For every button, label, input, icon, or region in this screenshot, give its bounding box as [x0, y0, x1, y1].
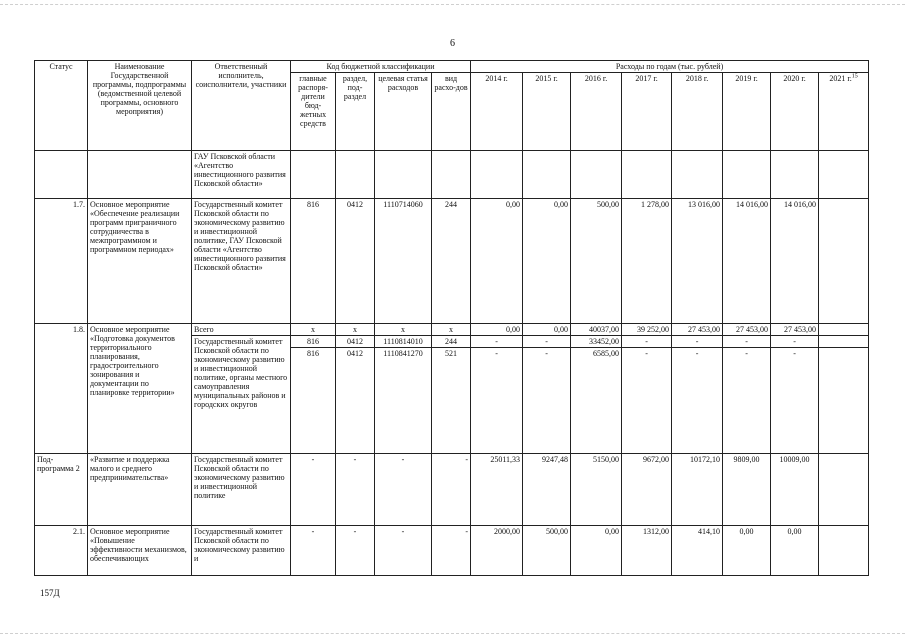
header-status: Статус — [35, 61, 88, 151]
cell-value-2015: 9247,48 — [523, 454, 571, 526]
cell-value-2017: - — [622, 336, 672, 348]
cell-value — [723, 151, 771, 199]
header-year-2015: 2015 г. — [523, 73, 571, 151]
cell-responsible: ГАУ Псковской области «Агентство инвестиционного развития Псковской области» — [192, 151, 291, 199]
header-year-2021-label: 2021 г. — [829, 74, 852, 83]
cell-responsible: Государственный комитет Псковской области по экономическому развитию и — [192, 526, 291, 576]
cell-code-gr: - — [291, 526, 336, 576]
header-year-2020: 2020 г. — [771, 73, 819, 151]
cell-name: Основное мероприятие «Подготовка документов территориального планирования, градостроительного зонирования и документации по планировке территории» — [88, 324, 192, 454]
cell-value — [523, 151, 571, 199]
header-year-2016: 2016 г. — [571, 73, 622, 151]
cell-code-statya: x — [375, 324, 432, 336]
cell-code-statya: - — [375, 526, 432, 576]
cell-value-2016: 40037,00 — [571, 324, 622, 336]
cell-value-2019: 14 016,00 — [723, 199, 771, 324]
cell-value-2018: 414,10 — [672, 526, 723, 576]
cell-code-gr: 816 — [291, 199, 336, 324]
cell-status: Под-программа 2 — [35, 454, 88, 526]
cell-value — [571, 151, 622, 199]
cell-value-2019: - — [723, 336, 771, 348]
cell-code-razdel: 0412 — [336, 348, 375, 454]
cell-code-vid: - — [432, 454, 471, 526]
table-row-continuation — [35, 151, 869, 199]
cell-code-gr: 816 — [291, 348, 336, 454]
cell-value-2016: 0,00 — [571, 526, 622, 576]
cell-value-2020: 10009,00 — [771, 454, 819, 526]
cell-value-2020: - — [771, 348, 819, 454]
cell-value-2020: 0,00 — [771, 526, 819, 576]
cell-code-vid: 521 — [432, 348, 471, 454]
cell-responsible: Государственный комитет Псковской области по экономическому развитию и инвестиционной политике, органы местного самоуправления муниципальных районов и городских округов — [192, 336, 291, 454]
header-code-gr: главные распоря-дители бюд-жетных средств — [291, 73, 336, 151]
cell-value-2018: 13 016,00 — [672, 199, 723, 324]
cell-value-2018: - — [672, 336, 723, 348]
header-code-vid: вид расхо-дов — [432, 73, 471, 151]
cell-code — [336, 151, 375, 199]
cell-name — [88, 151, 192, 199]
cell-code-statya: - — [375, 454, 432, 526]
cell-value-2016: 5150,00 — [571, 454, 622, 526]
cell-value — [622, 151, 672, 199]
cell-value-2018: 27 453,00 — [672, 324, 723, 336]
cell-value-2014: 0,00 — [471, 324, 523, 336]
table-row-subprogram-2 — [35, 454, 869, 526]
cell-value — [471, 151, 523, 199]
header-year-2021 — [819, 73, 869, 151]
scan-edge-top — [0, 4, 905, 5]
cell-code — [291, 151, 336, 199]
cell-value-2017: 1 278,00 — [622, 199, 672, 324]
cell-status: 1.7. — [35, 199, 88, 324]
header-row-1 — [35, 61, 869, 73]
cell-code-razdel: x — [336, 324, 375, 336]
cell-value-2021 — [819, 348, 869, 454]
cell-value-2021 — [819, 336, 869, 348]
cell-value-2020: 27 453,00 — [771, 324, 819, 336]
cell-value-2021 — [819, 199, 869, 324]
cell-responsible: Государственный комитет Псковской области по экономическому развитию и инвестиционной политике — [192, 454, 291, 526]
header-year-2014: 2014 г. — [471, 73, 523, 151]
header-year-2019: 2019 г. — [723, 73, 771, 151]
table-row-2-1 — [35, 526, 869, 576]
cell-value — [672, 151, 723, 199]
cell-value-2021 — [819, 324, 869, 336]
cell-code-vid: - — [432, 526, 471, 576]
cell-value-2019: 9809,00 — [723, 454, 771, 526]
cell-value-2015: - — [523, 336, 571, 348]
budget-table — [34, 60, 869, 576]
cell-value-2015: 0,00 — [523, 199, 571, 324]
cell-code-razdel: - — [336, 526, 375, 576]
cell-value-2021 — [819, 454, 869, 526]
header-expenses-group: Расходы по годам (тыс. рублей) — [471, 61, 869, 73]
cell-status — [35, 151, 88, 199]
cell-value-2021 — [819, 526, 869, 576]
cell-code-vid: 244 — [432, 336, 471, 348]
cell-code-statya: 1110841270 — [375, 348, 432, 454]
cell-code-gr: - — [291, 454, 336, 526]
cell-value-2019: 27 453,00 — [723, 324, 771, 336]
scan-edge-bottom — [0, 633, 905, 634]
cell-value-2014: 0,00 — [471, 199, 523, 324]
cell-name: «Развитие и поддержка малого и среднего предпринимательства» — [88, 454, 192, 526]
cell-value-2019: 0,00 — [723, 526, 771, 576]
cell-total-label: Всего — [192, 324, 291, 336]
cell-value-2017: - — [622, 348, 672, 454]
cell-value-2017: 39 252,00 — [622, 324, 672, 336]
cell-value-2015: - — [523, 348, 571, 454]
header-year-2017: 2017 г. — [622, 73, 672, 151]
cell-name: Основное мероприятие «Повышение эффективности механизмов, обеспечивающих — [88, 526, 192, 576]
table-row-1-7 — [35, 199, 869, 324]
cell-name: Основное мероприятие «Обеспечение реализации программ приграничного сотрудничества в межпрограммном и программном периодах» — [88, 199, 192, 324]
cell-code-vid: x — [432, 324, 471, 336]
header-name: Наименование Государственной программы, подпрограммы (ведомственной целевой программы, основного мероприятия) — [88, 61, 192, 151]
header-year-2018: 2018 г. — [672, 73, 723, 151]
cell-value-2016: 33452,00 — [571, 336, 622, 348]
table-row-1-8-total — [35, 324, 869, 336]
cell-status: 1.8. — [35, 324, 88, 454]
cell-value-2014: - — [471, 348, 523, 454]
cell-value-2020: - — [771, 336, 819, 348]
cell-value — [771, 151, 819, 199]
page-number: 6 — [450, 38, 455, 49]
header-code-razdel: раздел, под-раздел — [336, 73, 375, 151]
cell-value — [819, 151, 869, 199]
footnote-mark: 15 — [851, 73, 858, 80]
header-responsible: Ответственный исполнитель, соисполнители, участники — [192, 61, 291, 151]
cell-code — [432, 151, 471, 199]
cell-code-statya: 1110814010 — [375, 336, 432, 348]
cell-value-2016: 6585,00 — [571, 348, 622, 454]
cell-value-2015: 0,00 — [523, 324, 571, 336]
cell-code-vid: 244 — [432, 199, 471, 324]
cell-value-2015: 500,00 — [523, 526, 571, 576]
cell-value-2017: 9672,00 — [622, 454, 672, 526]
cell-value-2018: - — [672, 348, 723, 454]
header-code-statya: целевая статья расходов — [375, 73, 432, 151]
cell-code-razdel: 0412 — [336, 336, 375, 348]
cell-value-2019: - — [723, 348, 771, 454]
cell-value-2020: 14 016,00 — [771, 199, 819, 324]
cell-value-2014: 25011,33 — [471, 454, 523, 526]
cell-value-2017: 1312,00 — [622, 526, 672, 576]
cell-code-statya: 1110714060 — [375, 199, 432, 324]
cell-value-2016: 500,00 — [571, 199, 622, 324]
cell-code-gr: x — [291, 324, 336, 336]
cell-code-gr: 816 — [291, 336, 336, 348]
cell-code — [375, 151, 432, 199]
footer-code: 157Д — [40, 588, 60, 598]
cell-value-2014: - — [471, 336, 523, 348]
cell-value-2018: 10172,10 — [672, 454, 723, 526]
cell-value-2014: 2000,00 — [471, 526, 523, 576]
header-budget-code-group: Код бюджетной классификации — [291, 61, 471, 73]
cell-code-razdel: - — [336, 454, 375, 526]
cell-responsible: Государственный комитет Псковской области по экономическому развитию и инвестиционной политике, ГАУ Псковской области «Агентство инвестиционного развития Псковской области» — [192, 199, 291, 324]
cell-code-razdel: 0412 — [336, 199, 375, 324]
cell-status: 2.1. — [35, 526, 88, 576]
